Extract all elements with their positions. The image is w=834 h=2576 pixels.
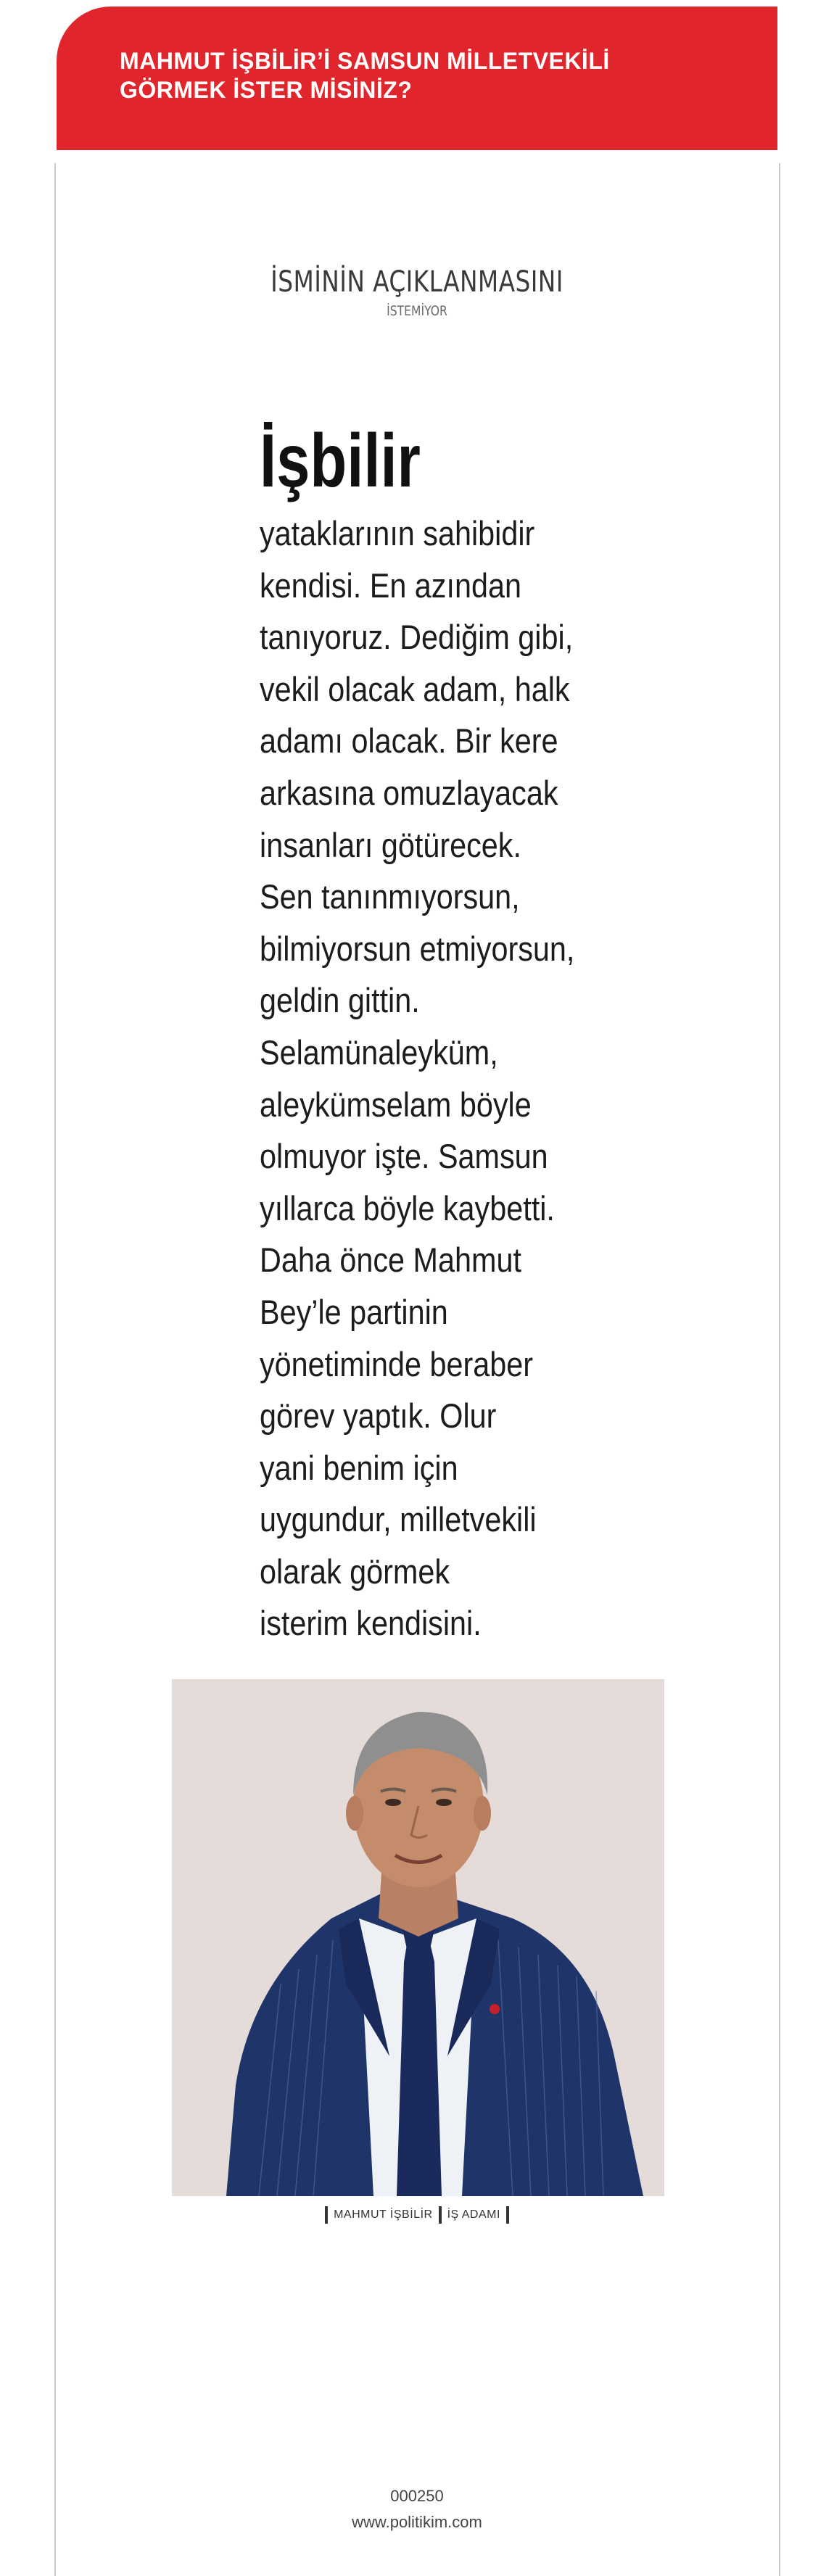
kicker <box>0 265 834 320</box>
website-url: www.politikim.com <box>352 2513 482 2531</box>
portrait-photo <box>172 1679 664 2196</box>
photo-caption <box>0 2206 834 2224</box>
header-banner <box>57 7 777 150</box>
headline: MAHMUT İŞBİLİR’İ SAMSUN MİLLETVEKİLİ GÖRMEK İSTER MİSİNİZ? <box>120 48 610 103</box>
page-code: 000250 <box>390 2487 444 2505</box>
footer <box>0 2485 834 2533</box>
quote-lead-word: İşbilir <box>260 419 421 503</box>
caption-role: İŞ ADAMI <box>447 2208 500 2221</box>
quote-block <box>260 421 637 1649</box>
portrait-illustration <box>172 1679 664 2196</box>
caption-divider <box>325 2206 328 2224</box>
kicker-sub: İSTEMİYOR <box>387 303 447 319</box>
quote-body: yataklarının sahibidir kendisi. En azından tanıyoruz. Dediğim gibi, vekil olacak adam, halk adamı olacak. Bir kere arkasına omuzlayacak insanları götürecek. Sen tanınmıyorsun, bilmiyorsun etmiyorsun, geldin gittin. Selamünaleyküm, aleykümselam böyle olmuyor işte. Samsun yıllarca böyle kaybetti. Daha önce Mahmut Bey’le partinin yönetiminde beraber görev yaptık. Olur yani benim için uygundur, milletvekili olarak görmek isterim kendisini. <box>260 514 575 1643</box>
caption-name: MAHMUT İŞBİLİR <box>334 2208 433 2221</box>
caption-divider <box>506 2206 509 2224</box>
kicker-main: İSMİNİN AÇIKLANMASINI <box>271 265 563 299</box>
caption-divider <box>439 2206 442 2224</box>
